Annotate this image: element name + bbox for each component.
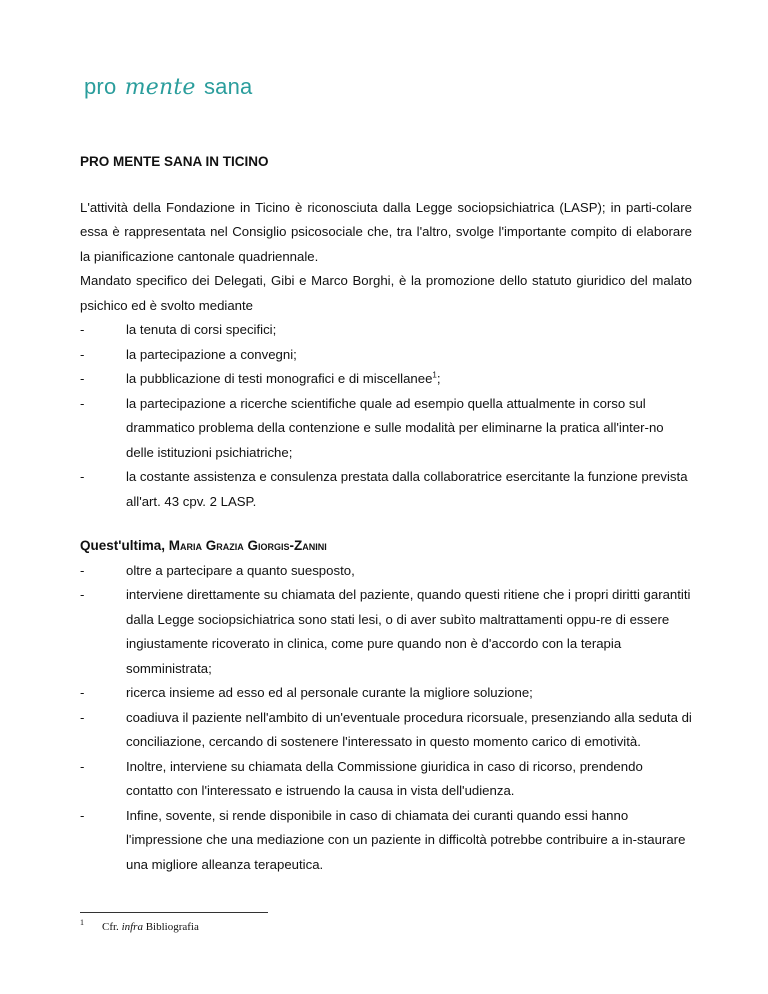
footnote-pre: Cfr. — [102, 921, 122, 933]
list-item-text: Infine, sovente, si rende disponibile in caso di chiamata dei curanti quando essi hanno l'impressione che una mediazione con un paziente in difficoltà potrebbe contribuire a in-staurare una migliore alleanza terapeutica. — [126, 807, 686, 872]
intro-paragraph-2: Mandato specifico dei Delegati, Gibi e Marco Borghi, è la promozione dello statuto giuridico del malato psichico ed è svolto mediante — [80, 273, 692, 313]
list-item-text: la partecipazione a convegni; — [126, 346, 297, 362]
list-item — [80, 367, 692, 392]
list-item — [80, 706, 692, 755]
list-dash: - — [80, 469, 85, 484]
list-item-text-main: la pubblicazione di testi monografici e di miscellanee — [126, 371, 433, 386]
list-item-text — [126, 367, 692, 392]
list-item-text: coadiuva il paziente nell'ambito di un'eventuale procedura ricorsuale, presenziando alla seduta di conciliazione, cercando di sostenere l'interessato in questo momento carico di emotività. — [126, 709, 692, 749]
list-item — [80, 583, 692, 681]
logo — [84, 74, 252, 100]
list-item-text: interviene direttamente su chiamata del paziente, quando questi ritiene che i propri diritti garantiti dalla Legge sociopsichiatrica sono stati lesi, o di aver subìto maltrattamenti oppu-re di essere ingiustamente ricoverato in clinica, come pure quando non è d'accordo con la terapia somministrata; — [126, 587, 691, 676]
list-dash: - — [80, 587, 85, 602]
list-item-text: Inoltre, interviene su chiamata della Commissione giuridica in caso di ricorso, prendendo contatto con l'interessato e istruendo la causa in vista dell'udienza. — [126, 758, 643, 798]
list-dash: - — [80, 709, 85, 725]
logo-sana: sana — [203, 74, 253, 99]
footnote — [80, 918, 199, 933]
document-body — [80, 150, 692, 877]
list-item-text: oltre a partecipare a quanto suesposto, — [126, 562, 355, 578]
footnote-italic: infra — [121, 921, 143, 933]
list-item-text: la costante assistenza e consulenza prestata dalla collaboratrice esercitante la funzione prevista all'art. 43 cpv. 2 LASP. — [126, 469, 688, 509]
activities-list — [80, 318, 692, 514]
footnote-text — [102, 921, 199, 933]
section-heading — [80, 534, 692, 559]
list-item — [80, 465, 692, 514]
logo-pro: pro — [84, 74, 117, 99]
list-dash: - — [80, 758, 85, 774]
list-item — [80, 755, 692, 804]
list-dash: - — [80, 322, 85, 337]
logo-mente: mente — [124, 75, 196, 100]
list-dash: - — [80, 685, 85, 700]
intro-paragraph-1: L'attività della Fondazione in Ticino è riconosciuta dalla Legge sociopsichiatrica (LASP); in parti-colare essa è rappresentata nel Consiglio psicosociale che, tra l'altro, svolge l'importante compito di elaborare la pianificazione cantonale quadriennale. — [80, 199, 692, 264]
footnote-reference[interactable]: 1 — [432, 370, 437, 380]
list-dash: - — [80, 395, 85, 411]
list-dash: - — [80, 371, 85, 386]
duties-list — [80, 559, 692, 878]
list-item-text: la partecipazione a ricerche scientifiche quale ad esempio quella attualmente in corso sul drammatico problema della contenzione e sulle modalità per eliminarne la pratica all'inter-no delle istituzioni psichiatriche; — [126, 395, 664, 460]
section-heading-lead: Quest'ultima, — [80, 538, 169, 553]
list-item — [80, 392, 692, 466]
list-item-text: la tenuta di corsi specifici; — [126, 322, 277, 337]
list-item-text: ricerca insieme ad esso ed al personale curante la migliore soluzione; — [126, 685, 533, 700]
list-item — [80, 804, 692, 878]
list-dash: - — [80, 346, 85, 362]
list-item — [80, 681, 692, 706]
page-title: PRO MENTE SANA IN TICINO — [80, 154, 269, 169]
list-item-text-end: ; — [436, 371, 441, 386]
list-dash: - — [80, 807, 85, 823]
list-item — [80, 559, 692, 584]
list-item — [80, 318, 692, 343]
list-item — [80, 343, 692, 368]
list-dash: - — [80, 562, 85, 578]
footnote-number: 1 — [80, 918, 84, 927]
footnote-post: Bibliografia — [142, 921, 199, 933]
collaborator-name: Maria Grazia Giorgis-Zanini — [168, 538, 327, 553]
footnote-divider — [80, 912, 268, 913]
